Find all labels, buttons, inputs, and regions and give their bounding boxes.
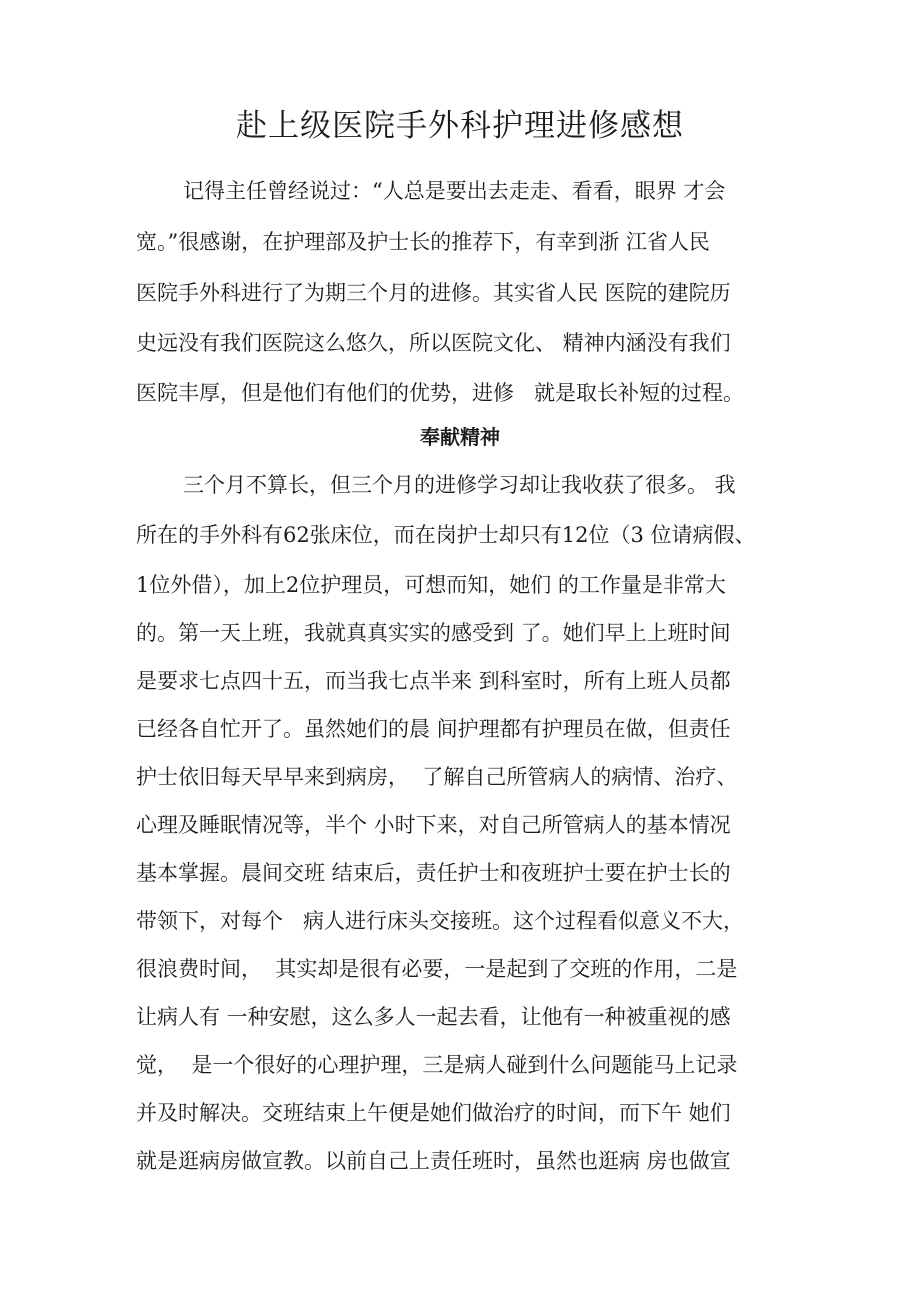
section-line-6: 已经各自忙开了。虽然她们的晨 间护理都有护理员在做，但责任: [136, 717, 731, 741]
intro-line-3: 医院手外科进行了为期三个月的进修。其实省人民 医院的建院历: [136, 281, 731, 305]
section-line-13: 觉， 是一个很好的心理护理，三是病人碰到什么问题能马上记录: [136, 1053, 738, 1077]
document-title: 赴上级医院手外科护理进修感想: [236, 108, 684, 144]
intro-line-1: 记得主任曾经说过：“人总是要出去走走、看看，眼界 才会: [183, 179, 726, 203]
section-line-10: 带领下，对每个 病人进行床头交接班。这个过程看似意义不大，: [136, 909, 745, 933]
section-line-4: 的。第一天上班，我就真真实实的感受到 了。她们早上上班时间: [136, 621, 731, 645]
section-line-7: 护士依旧每天早早来到病房， 了解自己所管病人的病情、治疗、: [136, 765, 738, 789]
section-line-12: 让病人有 一种安慰，这么多人一起去看，让他有一种被重视的感: [136, 1005, 731, 1029]
section-line-14: 并及时解决。交班结束上午便是她们做治疗的时间，而下午 她们: [136, 1101, 731, 1125]
section-line-15: 就是逛病房做宣教。以前自己上责任班时，虽然也逛病 房也做宣: [136, 1149, 731, 1173]
section-heading: 奉献精神: [420, 425, 500, 449]
section-line-5: 是要求七点四十五，而当我七点半来 到科室时，所有上班人员都: [136, 669, 731, 693]
section-line-2: 所在的手外科有62张床位，而在岗护士却只有12位（3 位请病假、: [136, 523, 756, 547]
intro-line-2: 宽。”很感谢，在护理部及护士长的推荐下，有幸到浙 江省人民: [136, 230, 710, 254]
section-line-3: 1位外借），加上2位护理员，可想而知，她们 的工作量是非常大: [136, 573, 726, 597]
section-line-11: 很浪费时间， 其实却是很有必要，一是起到了交班的作用，二是: [136, 957, 738, 981]
section-line-9: 基本掌握。晨间交班 结束后，责任护士和夜班护士要在护士长的: [136, 861, 731, 885]
section-line-8: 心理及睡眠情况等，半个 小时下来，对自己所管病人的基本情况: [136, 813, 731, 837]
intro-line-5: 医院丰厚，但是他们有他们的优势，进修 就是取长补短的过程。: [136, 381, 745, 405]
intro-line-4: 史远没有我们医院这么悠久，所以医院文化、 精神内涵没有我们: [136, 331, 731, 355]
section-line-1: 三个月不算长，但三个月的进修学习却让我收获了很多。 我: [183, 473, 736, 497]
